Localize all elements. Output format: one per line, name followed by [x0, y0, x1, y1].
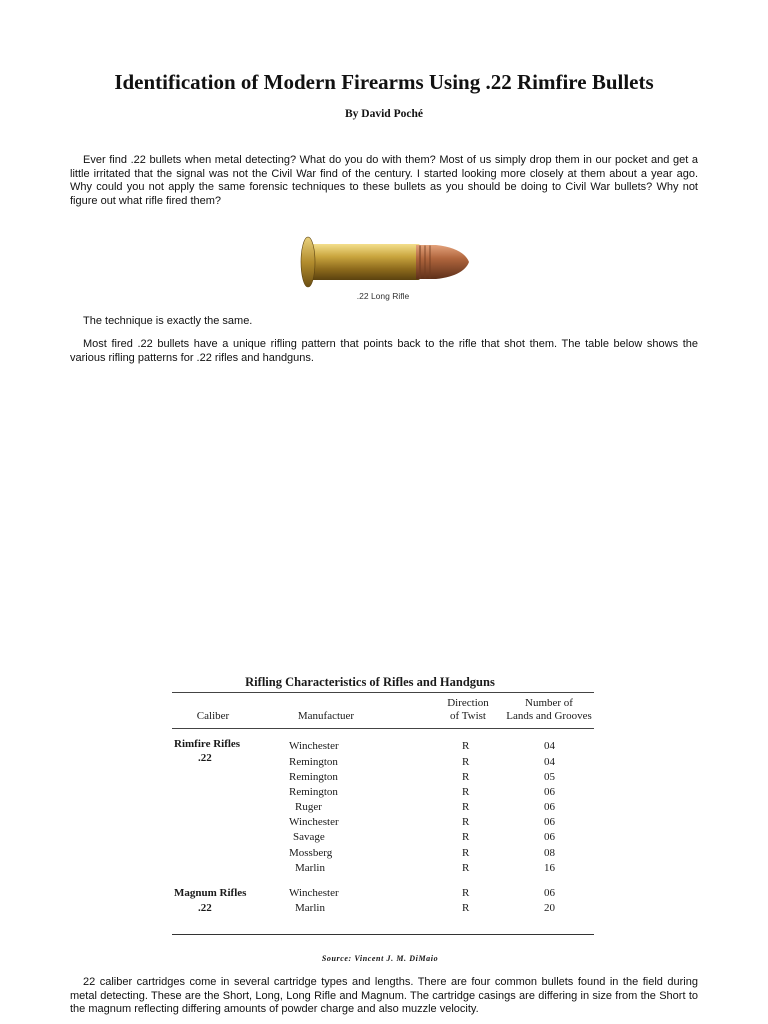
cell-twist: R — [462, 740, 470, 752]
group-caliber-rimfire: .22 — [198, 752, 212, 764]
cell-manufacturer: Winchester — [289, 887, 339, 899]
table-source: Source: Vincent J. M. DiMaio — [321, 954, 439, 963]
group-label-magnum: Magnum Rifles — [174, 887, 247, 899]
cell-twist: R — [462, 816, 470, 828]
cell-twist: R — [462, 756, 470, 768]
group-caliber-magnum: .22 — [198, 902, 212, 914]
cell-twist: R — [462, 801, 470, 813]
cell-manufacturer: Mossberg — [289, 847, 333, 859]
group-label-rimfire: Rimfire Rifles — [174, 738, 241, 750]
cell-manufacturer: Remington — [289, 771, 338, 783]
cell-lands: 06 — [544, 786, 555, 798]
cell-lands: 06 — [544, 816, 555, 828]
cell-lands: 05 — [544, 771, 555, 783]
cell-lands: 06 — [544, 887, 555, 899]
cell-twist: R — [462, 786, 470, 798]
paragraph-intro: Ever find .22 bullets when metal detecting? What do you do with them? Most of us simply drop them in our pocket and get a little irritated that the signal was not the Civil War find of the century. I started looking more closely at them about a year ago. Why could you not apply the same forensic techniques to these bullets as you should be doing to Civil War bullets? Why not figure out what rifle fired them? — [70, 154, 698, 207]
table-top-rule — [172, 692, 594, 693]
header-twist-line2: of Twist — [449, 710, 486, 722]
cell-lands: 08 — [544, 847, 555, 859]
cell-twist: R — [462, 847, 470, 859]
cell-manufacturer: Remington — [289, 786, 338, 798]
table-title: Rifling Characteristics of Rifles and Handguns — [245, 675, 495, 689]
paragraph-cartridges: 22 caliber cartridges come in several cartridge types and lengths. There are four common bullets found in the field during metal detecting. These are the Short, Long, Long Rifle and Magnum. The cartridge casings are differing in size from the Short to the magnum reflecting differing amounts of powder charge and also muzzle velocity. — [70, 976, 698, 1015]
header-lands-line2: Lands and Grooves — [506, 710, 592, 722]
table-bottom-rule — [172, 934, 594, 935]
cell-twist: R — [462, 831, 470, 843]
header-twist-line1: Direction — [447, 697, 489, 709]
page-title: Identification of Modern Firearms Using .22 Rimfire Bullets — [114, 70, 654, 94]
bullet-image — [298, 232, 472, 292]
cell-twist: R — [462, 771, 470, 783]
cell-lands: 16 — [544, 862, 555, 874]
header-lands-line1: Number of — [525, 697, 573, 709]
byline: By David Poché — [345, 108, 423, 120]
cell-twist: R — [462, 902, 470, 914]
cell-lands: 04 — [544, 740, 555, 752]
cell-twist: R — [462, 887, 470, 899]
cell-manufacturer: Marlin — [295, 902, 325, 914]
cell-manufacturer: Winchester — [289, 816, 339, 828]
table-header-rule — [172, 728, 594, 729]
figure-caption: .22 Long Rifle — [356, 291, 410, 301]
cell-lands: 04 — [544, 756, 555, 768]
paragraph-technique: The technique is exactly the same. — [83, 315, 253, 327]
cell-manufacturer: Savage — [293, 831, 325, 843]
paragraph-rifling: Most fired .22 bullets have a unique rifling pattern that points back to the rifle that shot them. The table below shows the various rifling patterns for .22 rifles and handguns. — [70, 338, 698, 364]
header-twist — [436, 697, 500, 723]
header-caliber: Caliber — [196, 710, 230, 722]
cell-manufacturer: Ruger — [295, 801, 322, 813]
cell-lands: 06 — [544, 831, 555, 843]
cell-manufacturer: Winchester — [289, 740, 339, 752]
header-lands — [500, 697, 598, 723]
header-manufacturer: Manufactuer — [297, 710, 355, 722]
cell-manufacturer: Remington — [289, 756, 338, 768]
rifling-table — [172, 672, 594, 944]
cell-manufacturer: Marlin — [295, 862, 325, 874]
cell-twist: R — [462, 862, 470, 874]
cell-lands: 20 — [544, 902, 555, 914]
cell-lands: 06 — [544, 801, 555, 813]
